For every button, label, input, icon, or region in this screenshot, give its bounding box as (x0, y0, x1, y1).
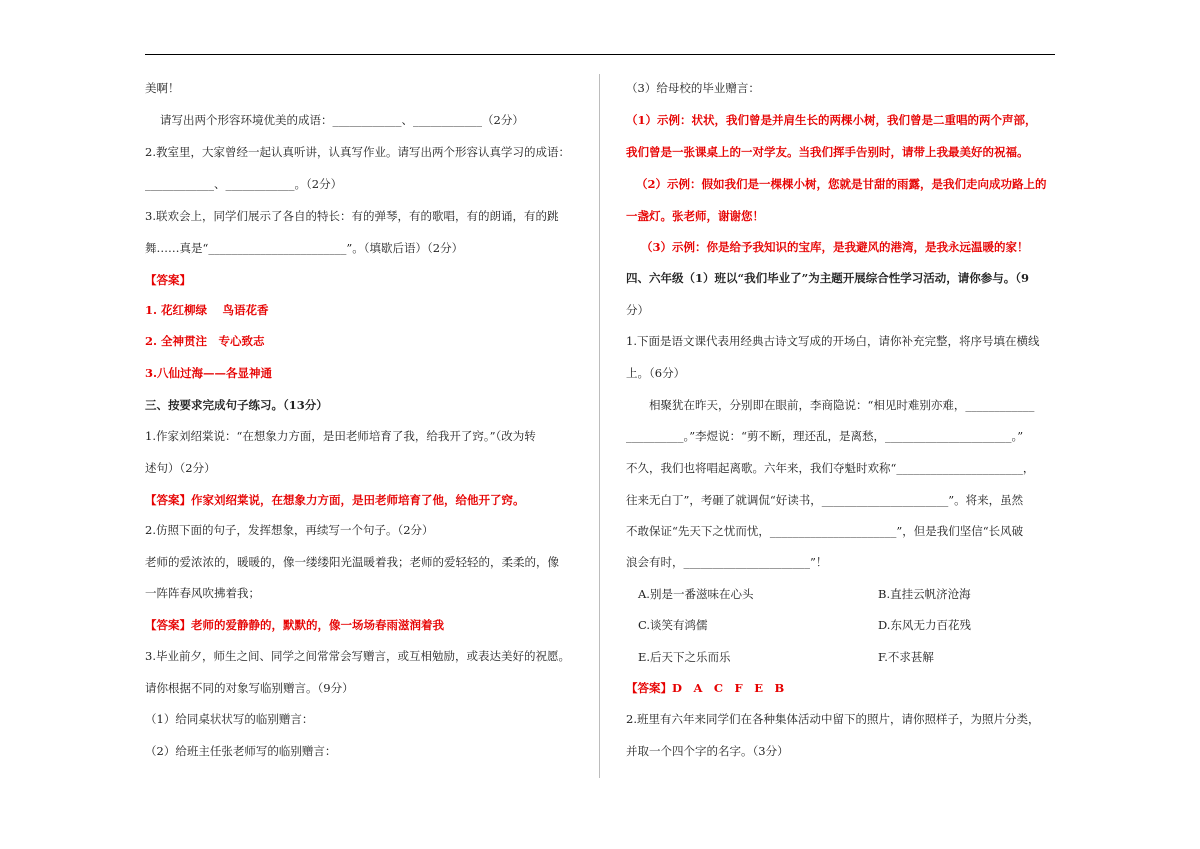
answer-example-2-line-a: （2）示例：假如我们是一棵棵小树，您就是甘甜的雨露，是我们走向成功路上的 (636, 177, 1047, 191)
question-1-line-b: 述句）（2分） (145, 461, 216, 475)
passage-line-3: 不久，我们也将唱起离歌。六年来，我们夺魁时欢称“______________________， (626, 461, 1035, 475)
question-4-2-line-b: 并取一个四个字的名字。（3分） (626, 744, 789, 758)
passage-line-4: 往来无白丁”，考砸了就调侃“好读书，______________________”。将来，虽然 (626, 493, 1024, 507)
answer-q2 (145, 617, 444, 633)
question-4-1-line-b: 上。（6分） (626, 366, 686, 380)
answer-example-2-line-b: 一盏灯。张老师，谢谢您！ (626, 209, 764, 223)
option-d: D.东风无力百花残 (878, 618, 971, 632)
question-3-item-2: （2）给班主任张老师写的临别赠言： (145, 744, 337, 758)
question-idiom-study: 2.教室里，大家曾经一起认真听讲，认真写作业。请写出两个形容认真学习的成语： (145, 145, 570, 159)
option-c: C.谈笑有鸿儒 (638, 618, 708, 632)
answer-q1 (145, 492, 525, 508)
section-three-heading: 三、按要求完成句子练习。（13分） (145, 398, 328, 412)
answer-example-3: （3）示例：你是给予我知识的宝库，是我避风的港湾，是我永远温暖的家！ (641, 240, 1029, 254)
question-xiehouyu: 3.联欢会上，同学们展示了各自的特长：有的弹琴，有的歌唱，有的朗诵，有的跳 (145, 209, 559, 223)
question-idiom-study-blanks: ____________、____________。（2分） (145, 177, 343, 191)
answer-text: 老师的爱静静的，默默的，像一场场春雨滋润着我 (191, 618, 444, 632)
question-3-item-3: （3）给母校的毕业赠言： (626, 81, 760, 95)
answer-line-3: 3.八仙过海——各显神通 (145, 366, 273, 380)
answer-example-1-line-a: （1）示例：状状，我们曾是并肩生长的两棵小树，我们曾是二重唱的两个声部， (626, 113, 1037, 127)
passage-line-2: __________。”李煜说：“剪不断，理还乱，是离愁，______________________。” (626, 429, 1024, 443)
answer-label: 【答案】 (626, 681, 672, 695)
passage-line-6: 浪会有时，______________________”！ (626, 555, 828, 569)
question-4-1-line-a: 1.下面是语文课代表用经典古诗文写成的开场白，请你补充完整，将序号填在横线 (626, 334, 1040, 348)
question-3-item-1: （1）给同桌状状写的临别赠言： (145, 712, 314, 726)
question-3-line-b: 请你根据不同的对象写临别赠言。（9分） (145, 681, 354, 695)
option-b: B.直挂云帆济沧海 (878, 587, 971, 601)
answer-text: 作家刘绍棠说，在想象力方面，是田老师培育了他，给他开了窍。 (191, 493, 525, 507)
answer-label: 【答案】 (145, 618, 191, 632)
question-2: 2.仿照下面的句子，发挥想象，再续写一个句子。（2分） (145, 523, 434, 537)
question-xiehouyu-blank: 舞……真是“________________________”。（填歇后语）（2分） (145, 241, 464, 255)
option-f: F.不求甚解 (878, 650, 934, 664)
section-four-heading: 四、六年级（1）班以“我们毕业了”为主题开展综合性学习活动，请你参与。（9 (626, 271, 1029, 285)
question-1-line-a: 1.作家刘绍棠说：“在想象力方面，是田老师培育了我，给我开了窍。”（改为转 (145, 429, 536, 443)
column-divider (599, 74, 600, 778)
section-four-heading-cont: 分） (626, 303, 649, 317)
answer-text: D A C F E B (672, 681, 785, 695)
answer-example-1-line-b: 我们曾是一张课桌上的一对学友。当我们挥手告别时，请带上我最美好的祝福。 (626, 145, 1029, 159)
option-e: E.后天下之乐而乐 (638, 650, 731, 664)
answer-label: 【答案】 (145, 493, 191, 507)
question-4-2-line-a: 2.班里有六年来同学们在各种集体活动中留下的照片，请你照样子，为照片分类， (626, 712, 1040, 726)
header-rule (145, 54, 1055, 55)
answer-line-1: 1. 花红柳绿 鸟语花香 (145, 303, 269, 317)
question-2-example-a: 老师的爱浓浓的，暖暖的，像一缕缕阳光温暖着我；老师的爱轻轻的，柔柔的，像 (145, 555, 559, 569)
question-idiom-environment: 请写出两个形容环境优美的成语：____________、____________（2分） (160, 113, 524, 127)
left-text-line: 美啊！ (145, 81, 180, 95)
question-2-example-b: 一阵阵春风吹拂着我； (145, 586, 260, 600)
question-3-line-a: 3.毕业前夕，师生之间、同学之间常常会写赠言，或互相勉励，或表达美好的祝愿。 (145, 649, 570, 663)
answer-label: 【答案】 (145, 273, 191, 287)
answer-line-2: 2. 全神贯注 专心致志 (145, 334, 265, 348)
option-a: A.别是一番滋味在心头 (638, 587, 754, 601)
passage-line-1: 相聚犹在昨天，分别即在眼前，李商隐说：“相见时难别亦难，____________ (649, 398, 1035, 412)
passage-line-5: 不敢保证“先天下之忧而忧，______________________”，但是我们坚信“长风破 (626, 524, 1024, 538)
answer-options (626, 680, 784, 696)
